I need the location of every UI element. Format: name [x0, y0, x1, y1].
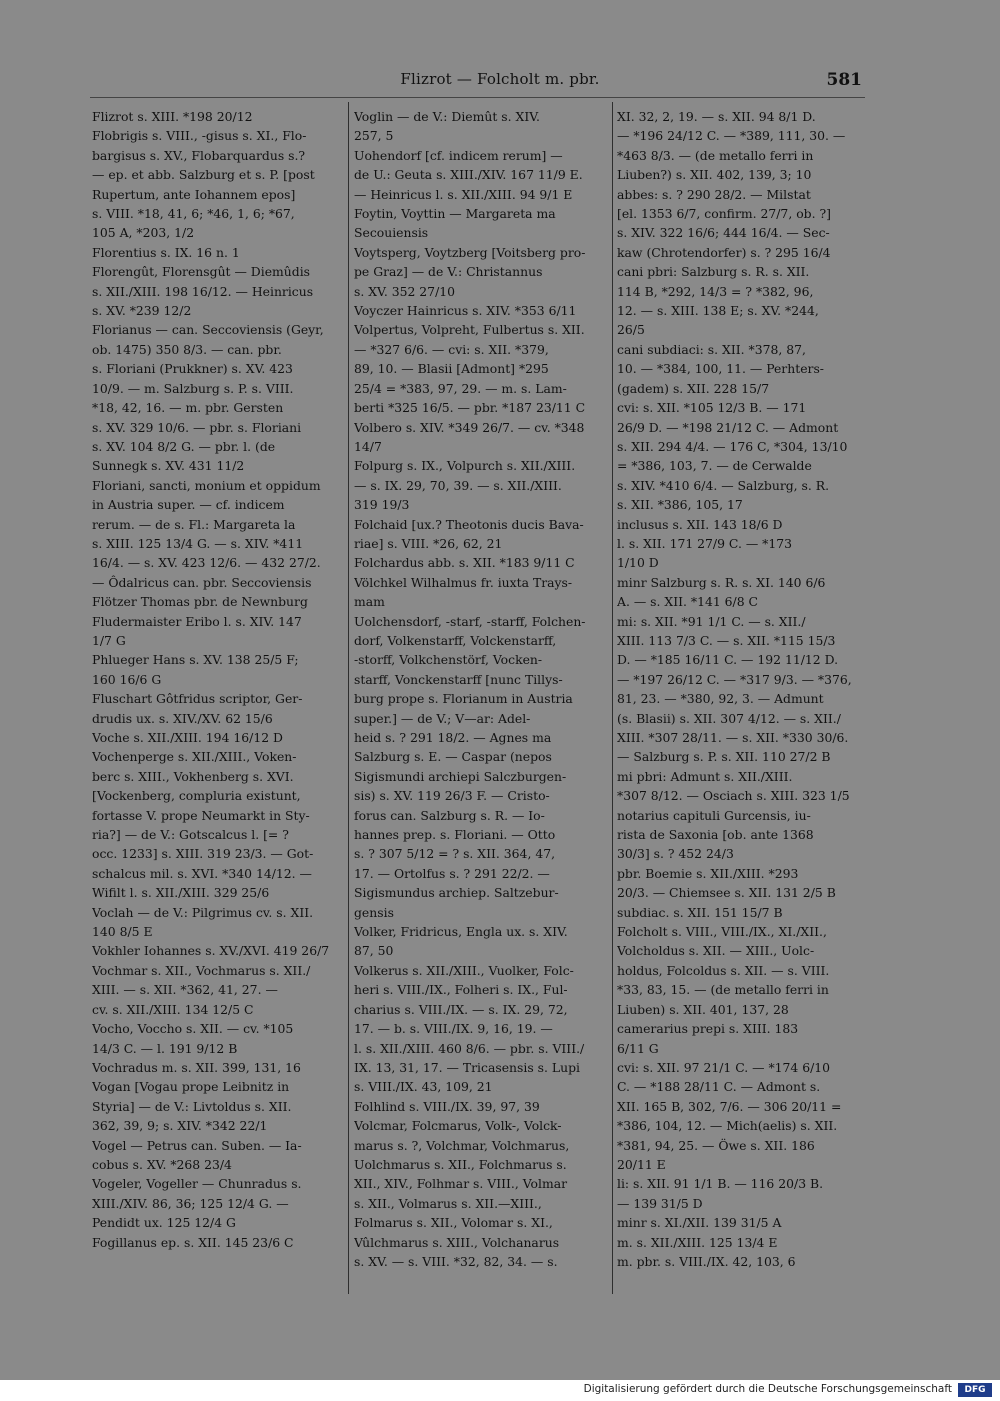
index-line: Voclah — de V.: Pilgrimus cv. s. XII. [92, 904, 314, 920]
index-line: Voytsperg, Voytzberg [Voitsberg pro- [354, 244, 586, 260]
index-line: 114 B, *292, 14/3 = ? *382, 96, [617, 283, 814, 299]
index-line: — ep. et abb. Salzburg et s. P. [post [92, 167, 315, 183]
index-line: Florianus — can. Seccoviensis (Geyr, [92, 322, 324, 338]
index-line: camerarius prepi s. XIII. 183 [617, 1021, 799, 1037]
index-line: — *197 26/12 C. — *317 9/3. — *376, [617, 671, 852, 687]
index-line: Sunnegk s. XV. 431 11/2 [92, 458, 245, 474]
index-line: s. XII. 294 4/4. — 176 C, *304, 13/10 [617, 438, 848, 454]
index-line: Fogillanus ep. s. XII. 145 23/6 C [92, 1234, 294, 1250]
index-line: Foytin, Voyttin — Margareta ma [354, 206, 556, 222]
index-line: 362, 39, 9; s. XIV. *342 22/1 [92, 1118, 268, 1134]
index-line: Folmarus s. XII., Volomar s. XI., [354, 1215, 553, 1231]
index-column-right [617, 107, 865, 1271]
index-line: marus s. ?, Volchmar, Volchmarus, [354, 1137, 570, 1153]
index-line: s. XIII. 125 13/4 G. — s. XIV. *411 [92, 535, 304, 551]
index-line: Vogeler, Vogeller — Chunradus s. [92, 1176, 302, 1192]
index-line: s. XIV. *410 6/4. — Salzburg, s. R. [617, 477, 830, 493]
index-line: 26/5 [617, 322, 645, 338]
index-line: Vogel — Petrus can. Suben. — Ia- [92, 1137, 302, 1153]
index-line: s. XV. 352 27/10 [354, 283, 456, 299]
index-line: Voche s. XII./XIII. 194 16/12 D [92, 730, 283, 745]
index-line: Vûlchmarus s. XIII., Volchanarus [354, 1234, 560, 1250]
index-line: s. VIII./IX. 43, 109, 21 [354, 1079, 493, 1095]
index-line: drudis ux. s. XIV./XV. 62 15/6 [92, 710, 273, 726]
index-line: subdiac. s. XII. 151 15/7 B [617, 904, 783, 920]
index-line: — *196 24/12 C. — *389, 111, 30. — [617, 128, 846, 144]
index-line: XII., XIV., Folhmar s. VIII., Volmar [354, 1176, 568, 1192]
funding-notice: Digitalisierung gefördert durch die Deutsche Forschungsgemeinschaft [583, 1383, 952, 1395]
index-line: 160 16/6 G [92, 671, 162, 687]
index-line: 1/10 D [617, 555, 659, 571]
index-line: dorf, Volkenstarff, Volckenstarff, [354, 632, 557, 648]
index-line: s. ? 307 5/12 = ? s. XII. 364, 47, [354, 846, 556, 862]
index-line: heid s. ? 291 18/2. — Agnes ma [354, 730, 552, 745]
index-line: 12. — s. XIII. 138 E; s. XV. *244, [617, 303, 819, 319]
index-line: Vochradus m. s. XII. 399, 131, 16 [92, 1059, 301, 1075]
index-line: Vocho, Voccho s. XII. — cv. *105 [92, 1021, 294, 1037]
index-line: D. — *185 16/11 C. — 192 11/12 D. [617, 652, 839, 668]
index-line: Uohendorf [cf. indicem rerum] — [354, 147, 563, 163]
column-divider [612, 102, 613, 1294]
index-line: riae] s. VIII. *26, 62, 21 [354, 535, 503, 551]
index-line: charius s. VIII./IX. — s. IX. 29, 72, [354, 1001, 568, 1017]
index-line: mi: s. XII. *91 1/1 C. — s. XII./ [617, 613, 806, 629]
index-line: 81, 23. — *380, 92, 3. — Admunt [617, 691, 824, 707]
index-line: cani subdiaci: s. XII. *378, 87, [617, 341, 806, 357]
index-line: cani pbri: Salzburg s. R. s. XII. [617, 264, 810, 280]
index-line: burg prope s. Florianum in Austria [354, 691, 573, 707]
index-line: inclusus s. XII. 143 18/6 D [617, 516, 783, 532]
index-line: Florengût, Florensgût — Diemûdis [92, 264, 311, 280]
index-line: Volcmar, Folcmarus, Volk-, Volck- [354, 1118, 562, 1134]
index-line: Florentius s. IX. 16 n. 1 [92, 244, 240, 260]
index-line: forus can. Salzburg s. R. — Io- [354, 807, 545, 823]
index-line: Floriani, sancti, monium et oppidum [92, 477, 321, 493]
index-line: 140 8/5 E [92, 924, 153, 940]
index-line: Wifilt l. s. XII./XIII. 329 25/6 [92, 885, 270, 901]
index-line: Vokhler Iohannes s. XV./XVI. 419 26/7 [92, 943, 330, 959]
index-line: mi pbri: Admunt s. XII./XIII. [617, 768, 793, 784]
index-line: Pendidt ux. 125 12/4 G [92, 1215, 236, 1231]
index-line: 25/4 = *383, 97, 29. — m. s. Lam- [354, 380, 567, 396]
index-line: super.] — de V.; V—ar: Adel- [354, 710, 531, 726]
index-line: — 139 31/5 D [617, 1195, 703, 1211]
index-line: hannes prep. s. Floriani. — Otto [354, 827, 556, 843]
index-line: s. XV. — s. VIII. *32, 82, 34. — s. [354, 1253, 558, 1269]
index-line: s. XV. 329 10/6. — pbr. s. Floriani [92, 419, 302, 435]
index-line: — *327 6/6. — cvi: s. XII. *379, [354, 341, 549, 357]
index-line: de U.: Geuta s. XIII./XIV. 167 11/9 E. [354, 167, 583, 183]
index-line: *18, 42, 16. — m. pbr. Gersten [92, 400, 284, 416]
index-line: 20/11 E [617, 1156, 666, 1172]
index-line: Salzburg s. E. — Caspar (nepos [354, 749, 552, 765]
index-line: pbr. Boemie s. XII./XIII. *293 [617, 865, 799, 881]
index-line: Vogan [Vogau prope Leibnitz in [92, 1079, 290, 1095]
header-rule [90, 97, 865, 98]
index-line: XI. 32, 2, 19. — s. XII. 94 8/1 D. [617, 109, 816, 124]
index-line: minr s. XI./XII. 139 31/5 A [617, 1215, 782, 1231]
index-line: Styria] — de V.: Livtoldus s. XII. [92, 1098, 292, 1114]
index-line: Voglin — de V.: Diemût s. XIV. [354, 109, 540, 124]
index-line: 30/3] s. ? 452 24/3 [617, 846, 734, 862]
index-line: -storff, Volkchenstörf, Vocken- [354, 652, 543, 668]
index-line: sis) s. XV. 119 26/3 F. — Cristo- [354, 788, 550, 804]
index-line: s. XV. 104 8/2 G. — pbr. l. (de [92, 438, 276, 454]
index-line: cvi: s. XII. 97 21/1 C. — *174 6/10 [617, 1059, 831, 1075]
index-line: 257, 5 [354, 128, 394, 144]
index-line: s. Floriani (Prukkner) s. XV. 423 [92, 361, 293, 377]
index-line: Rupertum, ante Iohannem epos] [92, 186, 296, 202]
index-line: [Vockenberg, compluria existunt, [92, 788, 301, 804]
index-line: XIII. *307 28/11. — s. XII. *330 30/6. [617, 730, 849, 745]
index-line: Völchkel Wilhalmus fr. iuxta Trays- [354, 574, 573, 590]
index-line: *386, 104, 12. — Mich(aelis) s. XII. [617, 1118, 838, 1134]
index-line: 17. — Ortolfus s. ? 291 22/2. — [354, 865, 550, 881]
index-line: XIII./XIV. 86, 36; 125 12/4 G. — [92, 1195, 289, 1211]
index-line: starff, Vonckenstarff [nunc Tillys- [354, 671, 563, 687]
index-line: Volbero s. XIV. *349 26/7. — cv. *348 [354, 419, 585, 435]
index-line: fortasse V. prope Neumarkt in Sty- [92, 807, 310, 823]
index-line: C. — *188 28/11 C. — Admont s. [617, 1079, 821, 1095]
index-line: = *386, 103, 7. — de Cerwalde [617, 458, 812, 474]
index-line: l. s. XII./XIII. 460 8/6. — pbr. s. VIII./ [354, 1040, 585, 1056]
index-line: cvi: s. XII. *105 12/3 B. — 171 [617, 400, 807, 416]
index-line: ria?] — de V.: Gotscalcus l. [= ? [92, 827, 289, 843]
index-line: heri s. VIII./IX., Folheri s. IX., Ful- [354, 982, 568, 998]
index-line: berc s. XIII., Vokhenberg s. XVI. [92, 768, 294, 784]
index-line: Folchardus abb. s. XII. *183 9/11 C [354, 555, 575, 571]
index-line: 20/3. — Chiemsee s. XII. 131 2/5 B [617, 885, 836, 901]
index-line: — Ôdalricus can. pbr. Seccoviensis [92, 574, 312, 590]
running-header: Flizrot — Folcholt m. pbr. [400, 70, 600, 88]
index-line: 87, 50 [354, 943, 394, 959]
index-line: Folcholt s. VIII., VIII./IX., XI./XII., [617, 924, 827, 940]
index-line: [el. 1353 6/7, confirm. 27/7, ob. ?] [617, 206, 831, 222]
index-line: s. VIII. *18, 41, 6; *46, 1, 6; *67, [92, 206, 295, 222]
index-line: m. s. XII./XIII. 125 13/4 E [617, 1234, 778, 1250]
index-line: ob. 1475) 350 8/3. — can. pbr. [92, 341, 282, 357]
index-line: holdus, Folcoldus s. XII. — s. VIII. [617, 962, 830, 978]
index-line: (gadem) s. XII. 228 15/7 [617, 380, 770, 396]
index-line: 16/4. — s. XV. 423 12/6. — 432 27/2. [92, 555, 321, 571]
index-line: Voyczer Hainricus s. XIV. *353 6/11 [354, 303, 577, 319]
index-line: IX. 13, 31, 17. — Tricasensis s. Lupi [354, 1059, 580, 1075]
index-line: s. XII., Volmarus s. XII.—XIII., [354, 1195, 542, 1211]
page-number: 581 [826, 70, 862, 90]
index-line: Uolchmarus s. XII., Folchmarus s. [354, 1156, 567, 1172]
index-line: — Heinricus l. s. XII./XIII. 94 9/1 E [354, 186, 573, 202]
index-line: minr Salzburg s. R. s. XI. 140 6/6 [617, 574, 826, 590]
index-line: *381, 94, 25. — Öwe s. XII. 186 [617, 1137, 815, 1153]
index-line: 17. — b. s. VIII./IX. 9, 16, 19. — [354, 1021, 553, 1037]
index-line: 6/11 G [617, 1040, 659, 1056]
index-line: occ. 1233] s. XIII. 319 23/3. — Got- [92, 846, 314, 862]
index-line: Liuben) s. XII. 401, 137, 28 [617, 1001, 789, 1017]
index-line: rista de Saxonia [ob. ante 1368 [617, 827, 814, 843]
index-line: berti *325 16/5. — pbr. *187 23/11 C [354, 400, 586, 416]
index-line: *463 8/3. — (de metallo ferri in [617, 147, 814, 163]
index-line: cv. s. XII./XIII. 134 12/5 C [92, 1001, 254, 1017]
index-line: 319 19/3 [354, 497, 410, 513]
index-line: s. XV. *239 12/2 [92, 303, 192, 319]
index-line: cobus s. XV. *268 23/4 [92, 1156, 232, 1172]
index-line: Sigismundi archiepi Salczburgen- [354, 768, 567, 784]
index-line: 14/7 [354, 438, 382, 454]
index-line: Volkerus s. XII./XIII., Vuolker, Folc- [354, 962, 574, 978]
index-line: *33, 83, 15. — (de metallo ferri in [617, 982, 829, 998]
index-line: Fluschart Gôtfridus scriptor, Ger- [92, 691, 303, 707]
index-line: (s. Blasii) s. XII. 307 4/12. — s. XII./ [617, 710, 841, 726]
index-line: A. — s. XII. *141 6/8 C [617, 594, 759, 610]
index-line: Phlueger Hans s. XV. 138 25/5 F; [92, 652, 299, 668]
index-line: 14/3 C. — l. 191 9/12 B [92, 1040, 238, 1056]
index-line: Vochenperge s. XII./XIII., Voken- [92, 749, 297, 765]
index-line: 10. — *384, 100, 11. — Perhters- [617, 361, 824, 377]
index-line: m. pbr. s. VIII./IX. 42, 103, 6 [617, 1253, 796, 1269]
index-line: Flobrigis s. VIII., -gisus s. XI., Flo- [92, 128, 307, 144]
index-line: kaw (Chrotendorfer) s. ? 295 16/4 [617, 244, 831, 260]
index-line: Volpertus, Volpreht, Fulbertus s. XII. [354, 322, 585, 338]
index-line: Uolchensdorf, -starf, -starff, Folchen- [354, 613, 586, 629]
index-line: l. s. XII. 171 27/9 C. — *173 [617, 535, 793, 551]
index-line: s. XII. *386, 105, 17 [617, 497, 743, 513]
index-line: — Salzburg s. P. s. XII. 110 27/2 B [617, 749, 831, 765]
index-line: notarius capituli Gurcensis, iu- [617, 807, 811, 823]
index-line: pe Graz] — de V.: Christannus [354, 264, 543, 280]
index-line: Folchaid [ux.? Theotonis ducis Bava- [354, 516, 584, 532]
index-line: in Austria super. — cf. indicem [92, 497, 285, 513]
index-line: *307 8/12. — Osciach s. XIII. 323 1/5 [617, 788, 850, 804]
footer-bar [0, 1380, 1000, 1401]
column-divider [348, 102, 349, 1294]
index-line: 1/7 G [92, 632, 126, 648]
index-line: XIII. — s. XII. *362, 41, 27. — [92, 982, 278, 998]
index-line: Volker, Fridricus, Engla ux. s. XIV. [354, 924, 568, 940]
index-line: 10/9. — m. Salzburg s. P. s. VIII. [92, 380, 294, 396]
index-line: Flizrot s. XIII. *198 20/12 [92, 109, 253, 124]
index-line: Folpurg s. IX., Volpurch s. XII./XIII. [354, 458, 576, 474]
index-line: XII. 165 B, 302, 7/6. — 306 20/11 = [617, 1098, 842, 1114]
index-line: 26/9 D. — *198 21/12 C. — Admont [617, 419, 839, 435]
index-line: li: s. XII. 91 1/1 B. — 116 20/3 B. [617, 1176, 824, 1192]
index-line: abbes: s. ? 290 28/2. — Milstat [617, 186, 811, 202]
index-line: 89, 10. — Blasii [Admont] *295 [354, 361, 549, 377]
index-line: Flötzer Thomas pbr. de Newnburg [92, 594, 308, 610]
index-line: 105 A, *203, 1/2 [92, 225, 195, 241]
index-line: Volcholdus s. XII. — XIII., Uolc- [617, 943, 815, 959]
index-line: bargisus s. XV., Flobarquardus s.? [92, 147, 306, 163]
index-line: gensis [354, 904, 394, 920]
index-line: Liuben?) s. XII. 402, 139, 3; 10 [617, 167, 812, 183]
dfg-logo: DFG [958, 1383, 992, 1397]
index-line: Folhlind s. VIII./IX. 39, 97, 39 [354, 1098, 540, 1114]
index-line: mam [354, 594, 385, 610]
index-line: XIII. 113 7/3 C. — s. XII. *115 15/3 [617, 632, 836, 648]
index-line: rerum. — de s. Fl.: Margareta la [92, 516, 296, 532]
index-line: Secouiensis [354, 225, 429, 241]
index-line: s. XII./XIII. 198 16/12. — Heinricus [92, 283, 314, 299]
index-line: Sigismundus archiep. Saltzebur- [354, 885, 559, 901]
index-line: schalcus mil. s. XVI. *340 14/12. — [92, 865, 312, 881]
index-line: — s. IX. 29, 70, 39. — s. XII./XIII. [354, 477, 562, 493]
index-line: Fludermaister Eribo l. s. XIV. 147 [92, 613, 302, 629]
index-line: Vochmar s. XII., Vochmarus s. XII./ [92, 962, 311, 978]
index-line: s. XIV. 322 16/6; 444 16/4. — Sec- [617, 225, 830, 241]
index-column-middle [354, 107, 609, 1271]
index-column-left [92, 107, 342, 1252]
